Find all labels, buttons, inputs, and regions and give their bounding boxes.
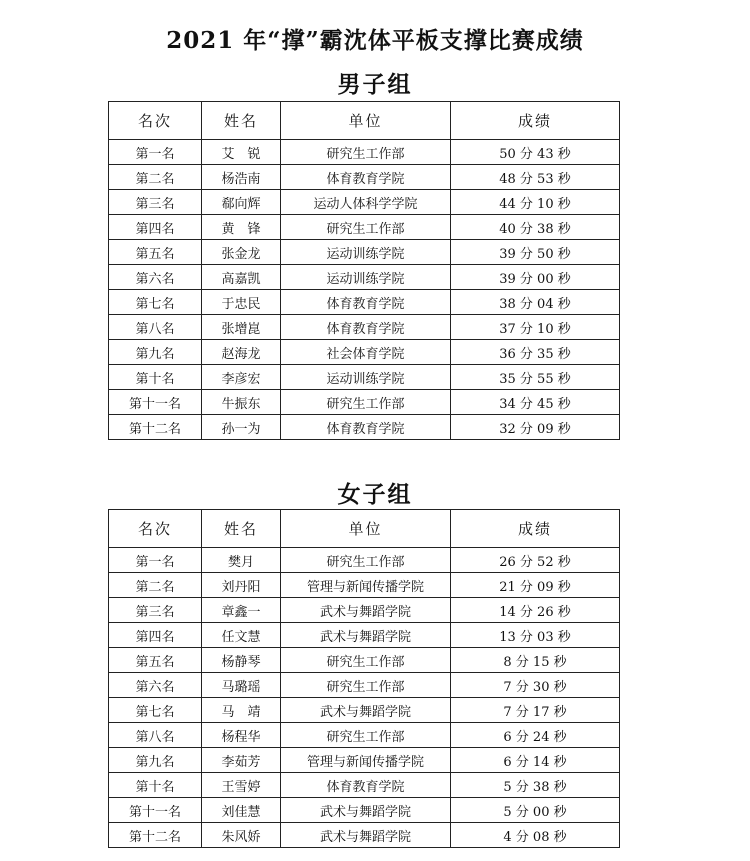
cell-name: 杨浩南 [202,165,281,190]
cell-unit: 研究生工作部 [281,390,451,415]
header-name: 姓名 [202,510,281,548]
table-row [109,648,620,673]
women-results-table [108,509,620,848]
table-row [109,415,620,440]
cell-score: 6 分 14 秒 [451,748,620,773]
header-rank: 名次 [109,510,202,548]
cell-rank: 第六名 [109,673,202,698]
table-row [109,390,620,415]
cell-rank: 第十名 [109,365,202,390]
cell-rank: 第一名 [109,140,202,165]
table-row [109,165,620,190]
cell-score: 7 分 30 秒 [451,673,620,698]
cell-unit: 运动训练学院 [281,365,451,390]
cell-rank: 第八名 [109,723,202,748]
cell-rank: 第七名 [109,290,202,315]
table-row [109,798,620,823]
cell-unit: 体育教育学院 [281,165,451,190]
cell-rank: 第八名 [109,315,202,340]
cell-name: 杨静琴 [202,648,281,673]
cell-unit: 武术与舞蹈学院 [281,823,451,848]
table-row [109,190,620,215]
cell-rank: 第十一名 [109,798,202,823]
cell-score: 8 分 15 秒 [451,648,620,673]
cell-unit: 管理与新闻传播学院 [281,573,451,598]
cell-rank: 第二名 [109,165,202,190]
cell-score: 7 分 17 秒 [451,698,620,723]
cell-score: 37 分 10 秒 [451,315,620,340]
table-header-row [109,510,620,548]
table-header-row [109,102,620,140]
cell-unit: 武术与舞蹈学院 [281,798,451,823]
cell-score: 39 分 00 秒 [451,265,620,290]
cell-rank: 第三名 [109,598,202,623]
cell-rank: 第五名 [109,648,202,673]
cell-score: 13 分 03 秒 [451,623,620,648]
cell-unit: 研究生工作部 [281,673,451,698]
cell-name: 刘佳慧 [202,798,281,823]
cell-name: 牛振东 [202,390,281,415]
cell-rank: 第十二名 [109,415,202,440]
cell-score: 6 分 24 秒 [451,723,620,748]
cell-name: 张增崑 [202,315,281,340]
table-row [109,290,620,315]
cell-name: 张金龙 [202,240,281,265]
cell-score: 14 分 26 秒 [451,598,620,623]
cell-rank: 第四名 [109,623,202,648]
men-table-body [109,140,620,440]
table-row [109,315,620,340]
cell-unit: 研究生工作部 [281,140,451,165]
cell-score: 36 分 35 秒 [451,340,620,365]
cell-score: 39 分 50 秒 [451,240,620,265]
cell-unit: 管理与新闻传播学院 [281,748,451,773]
cell-score: 35 分 55 秒 [451,365,620,390]
cell-rank: 第九名 [109,340,202,365]
cell-name: 黄 锋 [202,215,281,240]
cell-unit: 武术与舞蹈学院 [281,598,451,623]
cell-rank: 第十二名 [109,823,202,848]
cell-unit: 运动训练学院 [281,265,451,290]
women-section-title: 女子组 [337,481,413,508]
cell-score: 40 分 38 秒 [451,215,620,240]
cell-score: 44 分 10 秒 [451,190,620,215]
cell-unit: 研究生工作部 [281,215,451,240]
cell-name: 任文慧 [202,623,281,648]
cell-rank: 第三名 [109,190,202,215]
cell-rank: 第六名 [109,265,202,290]
cell-unit: 武术与舞蹈学院 [281,623,451,648]
cell-unit: 研究生工作部 [281,648,451,673]
cell-score: 34 分 45 秒 [451,390,620,415]
cell-unit: 社会体育学院 [281,340,451,365]
cell-name: 郗向辉 [202,190,281,215]
header-score: 成绩 [451,510,620,548]
cell-unit: 体育教育学院 [281,290,451,315]
cell-score: 4 分 08 秒 [451,823,620,848]
cell-name: 艾 锐 [202,140,281,165]
table-row [109,140,620,165]
cell-unit: 体育教育学院 [281,773,451,798]
cell-unit: 运动人体科学学院 [281,190,451,215]
table-row [109,723,620,748]
table-row [109,548,620,573]
women-table-body [109,548,620,848]
cell-name: 朱风娇 [202,823,281,848]
table-row [109,265,620,290]
cell-unit: 体育教育学院 [281,415,451,440]
table-row [109,673,620,698]
cell-unit: 运动训练学院 [281,240,451,265]
cell-unit: 研究生工作部 [281,548,451,573]
table-row [109,340,620,365]
table-row [109,823,620,848]
cell-score: 38 分 04 秒 [451,290,620,315]
cell-rank: 第五名 [109,240,202,265]
cell-rank: 第七名 [109,698,202,723]
table-row [109,773,620,798]
cell-score: 5 分 00 秒 [451,798,620,823]
cell-name: 李茹芳 [202,748,281,773]
men-results-table [108,101,620,440]
table-row [109,573,620,598]
cell-unit: 研究生工作部 [281,723,451,748]
header-name: 姓名 [202,102,281,140]
table-row [109,365,620,390]
men-section-title: 男子组 [337,71,413,98]
cell-score: 48 分 53 秒 [451,165,620,190]
table-row [109,748,620,773]
table-row [109,598,620,623]
cell-rank: 第九名 [109,748,202,773]
cell-rank: 第二名 [109,573,202,598]
cell-rank: 第四名 [109,215,202,240]
header-unit: 单位 [281,510,451,548]
page-title: 2021 年“撑”霸沈体平板支撑比赛成绩 [166,27,584,54]
cell-name: 于忠民 [202,290,281,315]
cell-score: 26 分 52 秒 [451,548,620,573]
table-row [109,240,620,265]
cell-name: 章鑫一 [202,598,281,623]
cell-name: 刘丹阳 [202,573,281,598]
cell-rank: 第十一名 [109,390,202,415]
cell-score: 50 分 43 秒 [451,140,620,165]
cell-name: 李彦宏 [202,365,281,390]
table-row [109,215,620,240]
cell-score: 32 分 09 秒 [451,415,620,440]
cell-name: 马璐瑶 [202,673,281,698]
header-unit: 单位 [281,102,451,140]
cell-name: 赵海龙 [202,340,281,365]
cell-score: 21 分 09 秒 [451,573,620,598]
header-score: 成绩 [451,102,620,140]
cell-name: 王雪婷 [202,773,281,798]
cell-name: 樊月 [202,548,281,573]
cell-name: 高嘉凯 [202,265,281,290]
table-row [109,698,620,723]
cell-name: 孙一为 [202,415,281,440]
table-row [109,623,620,648]
header-rank: 名次 [109,102,202,140]
cell-rank: 第一名 [109,548,202,573]
cell-name: 马 靖 [202,698,281,723]
cell-rank: 第十名 [109,773,202,798]
cell-score: 5 分 38 秒 [451,773,620,798]
cell-unit: 武术与舞蹈学院 [281,698,451,723]
cell-unit: 体育教育学院 [281,315,451,340]
cell-name: 杨程华 [202,723,281,748]
